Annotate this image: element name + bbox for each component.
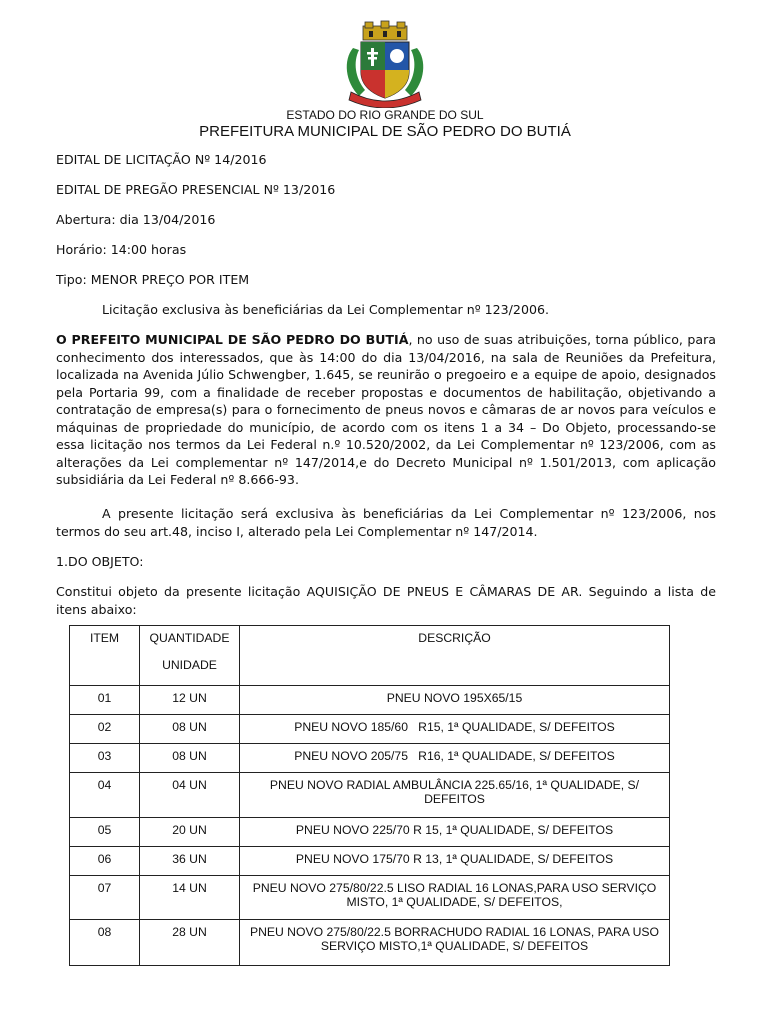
table-row — [70, 773, 670, 818]
row-desc: PNEU NOVO 205/75 R16, 1ª QUALIDADE, S/ DEFEITOS — [240, 744, 670, 773]
row-desc: PNEU NOVO RADIAL AMBULÂNCIA 225.65/16, 1ª QUALIDADE, S/ DEFEITOS — [240, 773, 670, 818]
row-item: 02 — [70, 715, 140, 744]
paragraph-exclusiva-text: A presente licitação será exclusiva às beneficiárias da Lei Complementar nº 123/2006, nos termos do seu art.48, inciso I, alterado pela Lei Complementar nº 147/2014. — [56, 506, 716, 539]
row-item: 07 — [70, 876, 140, 920]
horario-time: Horário: 14:00 horas — [56, 242, 187, 257]
table-row — [70, 818, 670, 847]
row-desc: PNEU NOVO 195X65/15 — [240, 686, 670, 715]
edital-pregao: EDITAL DE PREGÃO PRESENCIAL Nº 13/2016 — [56, 182, 336, 197]
table-row — [70, 876, 670, 920]
abertura-date: Abertura: dia 13/04/2016 — [56, 212, 216, 227]
row-item: 06 — [70, 847, 140, 876]
row-desc: PNEU NOVO 275/80/22.5 LISO RADIAL 16 LONAS,PARA USO SERVIÇO MISTO, 1ª QUALIDADE, S/ DEFEITOS, — [240, 876, 670, 920]
row-qtd: 36 UN — [140, 847, 240, 876]
state-name: ESTADO DO RIO GRANDE DO SUL — [286, 108, 484, 122]
header-quantidade-label: QUANTIDADE — [149, 631, 230, 645]
coat-of-arms-logo — [339, 20, 431, 108]
paragraph-objeto-text: Constitui objeto da presente licitação AQUISIÇÃO DE PNEUS E CÂMARAS DE AR. Seguindo a lista de itens abaixo: — [56, 584, 716, 617]
paragraph-exclusiva — [56, 505, 716, 540]
row-qtd: 28 UN — [140, 920, 240, 966]
row-item: 04 — [70, 773, 140, 818]
header-unidade-label: UNIDADE — [162, 658, 217, 672]
row-desc: PNEU NOVO 185/60 R15, 1ª QUALIDADE, S/ DEFEITOS — [240, 715, 670, 744]
row-qtd: 20 UN — [140, 818, 240, 847]
row-item: 01 — [70, 686, 140, 715]
row-qtd: 08 UN — [140, 744, 240, 773]
table-row — [70, 744, 670, 773]
paragraph-objeto — [56, 583, 716, 618]
row-qtd: 14 UN — [140, 876, 240, 920]
exclusiva-line: Licitação exclusiva às beneficiárias da Lei Complementar nº 123/2006. — [102, 302, 549, 317]
row-item: 08 — [70, 920, 140, 966]
table-row — [70, 920, 670, 966]
table-row — [70, 686, 670, 715]
paragraph-prefeito-text: , no uso de suas atribuições, torna público, para conhecimento dos interessados, que às 14:00 do dia 13/04/2016, na sala de Reuniões da Prefeitura, localizada na Avenida Júlio Schwengber, 1.645, se reunirão o pregoeiro e a equipe de apoio, designados pela Portaria 99, com a finalidade de receber propostas e documentos de habilitação, objetivando a contratação de empresa(s) para o fornecimento de pneus novos e câmaras de ar novos para veículos e máquinas de propriedade do município, de acordo com os itens 1 a 34 – Do Objeto, processando-se essa licitação nos termos da Lei Federal n.º 10.520/2002, da Lei Complementar nº 123/2006, com as alterações da Lei complementar nº 147/2014,e do Decreto Municipal nº 1.501/2013, com aplicação subsidiária da Lei Federal nº 8.666-93. — [56, 332, 717, 487]
row-item: 03 — [70, 744, 140, 773]
row-desc: PNEU NOVO 275/80/22.5 BORRACHUDO RADIAL 16 LONAS, PARA USO SERVIÇO MISTO,1ª QUALIDADE, S/ DEFEITOS — [240, 920, 670, 966]
row-desc: PNEU NOVO 225/70 R 15, 1ª QUALIDADE, S/ DEFEITOS — [240, 818, 670, 847]
row-item: 05 — [70, 818, 140, 847]
edital-licitacao: EDITAL DE LICITAÇÃO Nº 14/2016 — [56, 152, 267, 167]
header-quantidade — [140, 626, 240, 686]
row-qtd: 04 UN — [140, 773, 240, 818]
table-row — [70, 715, 670, 744]
tipo-line: Tipo: MENOR PREÇO POR ITEM — [56, 272, 250, 287]
header-descricao: DESCRIÇÃO — [240, 626, 670, 686]
row-qtd: 08 UN — [140, 715, 240, 744]
prefeitura-name: PREFEITURA MUNICIPAL DE SÃO PEDRO DO BUTIÁ — [199, 123, 571, 140]
table-header-row — [70, 626, 670, 686]
table-row — [70, 847, 670, 876]
section-title: 1.DO OBJETO: — [56, 554, 144, 569]
row-qtd: 12 UN — [140, 686, 240, 715]
row-desc: PNEU NOVO 175/70 R 13, 1ª QUALIDADE, S/ DEFEITOS — [240, 847, 670, 876]
header-item: ITEM — [70, 626, 140, 686]
prefeito-bold: O PREFEITO MUNICIPAL DE SÃO PEDRO DO BUTIÁ — [56, 332, 409, 347]
paragraph-prefeito — [56, 331, 716, 489]
items-table — [69, 625, 670, 966]
